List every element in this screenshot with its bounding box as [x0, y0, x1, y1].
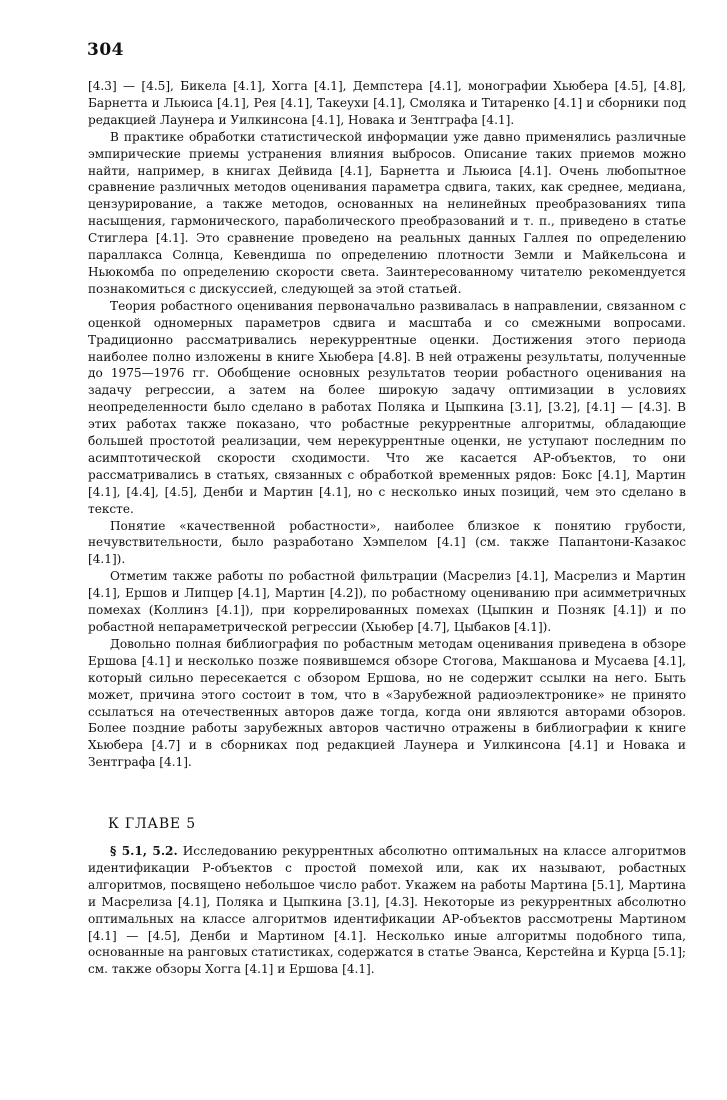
body-text: [88, 78, 686, 771]
paragraph-robust-theory: Теория робастного оценивания первоначально развивалась в направлении, связанном с оценкой одномерных параметров сдвига и масштаба и со смежными вопросами. Традиционно рассматривались нерекуррентные оценки. Достижения этого периода наиболее полно изложены в книге Хьюбера [4.8]. В ней отражены результаты, полученные до 1975—1976 гг. Обобщение основных результатов теории робастного оценивания на задачу регрессии, а затем на более широкую задачу оптимизации в условиях неопределенности было сделано в работах Поляка и Цыпкина [3.1], [3.2], [4.1] — [4.3]. В этих работах также показано, что робастные рекуррентные алгоритмы, обладающие большей простотой реализации, чем нерекуррентные оценки, не уступают последним по асимптотической скорости сходимости. Что же касается АР-объектов, то они рассматривались в статьях, связанных с обработкой временных рядов: Бокс [4.1], Мартин [4.1], [4.4], [4.5], Денби и Мартин [4.1], но с несколько иных позиций, чем это сделано в тексте.: [88, 298, 686, 516]
section-body: Исследованию рекуррентных абсолютно оптимальных на классе алгоритмов идентификации Р-объектов с простой помехой или, как их называют, робастных алгоритмов, посвящено небольшое число работ. Укажем на работы Мартина [5.1], Мартина и Масрелиза [4.1], Поляка и Цыпкина [3.1], [4.3]. Некоторые из рекуррентных абсолютно оптимальных на классе алгоритмов идентификации АР-объектов рассмотрены Мартином [4.1] — [4.5], Денби и Мартином [4.1]. Несколько иные алгоритмы подобного типа, основанные на ранговых статистиках, содержатся в статье Эванса, Керстейна и Курца [5.1]; см. также обзоры Хогга [4.1] и Ершова [4.1].: [88, 844, 686, 977]
paragraph-bibliography: Довольно полная библиография по робастным методам оценивания приведена в обзоре Ершова [4.1] и несколько позже появившемся обзоре Стогова, Макшанова и Мусаева [4.1], который сильно пересекается с обзором Ершова, но не содержит ссылки на него. Быть может, причина этого состоит в том, что в «Зарубежной радиоэлектронике» не принято ссылаться на отечественных авторов даже тогда, когда они являются авторами обзоров. Более поздние работы зарубежных авторов частично отражены в библиографии к книге Хьюбера [4.7] и в сборниках под редакцией Лаунера и Уилкинсона [4.1] и Новака и Зентграфа [4.1].: [88, 636, 686, 770]
paragraph-robust-filtering: Отметим также работы по робастной фильтрации (Масрелиз [4.1], Масрелиз и Мартин [4.1], Ершов и Липцер [4.1], Мартин [4.2]), по робастному оцениванию при асимметричных помехах (Коллинз [4.1]), при коррелированных помехах (Цыпкин и Позняк [4.1]) и по робастной непараметрической регрессии (Хьюбер [4.7], Цыбаков [4.1]).: [88, 569, 686, 634]
paragraph-references-continued: [4.3] — [4.5], Бикела [4.1], Хогга [4.1], Демпстера [4.1], монографии Хьюбера [4.5], [4.8], Барнетта и Льюиса [4.1], Рея [4.1], Такеухи [4.1], Смоляка и Титаренко [4.1] и сборники под редакцией Лаунера и Уилкинсона [4.1], Новака и Зентграфа [4.1].: [88, 79, 686, 127]
section-5-1-5-2: [88, 843, 686, 978]
section-number: § 5.1, 5.2.: [110, 844, 178, 858]
section-paragraph: [88, 843, 686, 978]
paragraph-qualitative-robustness: Понятие «качественной робастности», наиболее близкое к понятию грубости, нечувствительности, было разработано Хэмпелом [4.1] (см. также Папантони-Казакос [4.1]).: [88, 518, 686, 567]
page-number: 304: [87, 40, 124, 60]
paragraph-empirical-methods: В практике обработки статистической информации уже давно применялись различные эмпирические приемы устранения влияния выбросов. Описание таких приемов можно найти, например, в книгах Дейвида [4.1], Барнетта и Льюиса [4.1]. Очень любопытное сравнение различных методов оценивания параметра сдвига, таких, как среднее, медиана, цензурирование, а также методов, основанных на нелинейных преобразованиях типа насыщения, гармонического, параболического преобразований и т. п., приведено в статье Стиглера [4.1]. Это сравнение проведено на реальных данных Галлея по определению параллакса Солнца, Кевендиша по определению плотности Земли и Майкельсона и Ньюкомба по определению скорости света. Заинтересованному читателю рекомендуется познакомиться с дискуссией, следующей за этой статьей.: [88, 129, 686, 296]
chapter-heading: К ГЛАВЕ 5: [108, 816, 196, 832]
